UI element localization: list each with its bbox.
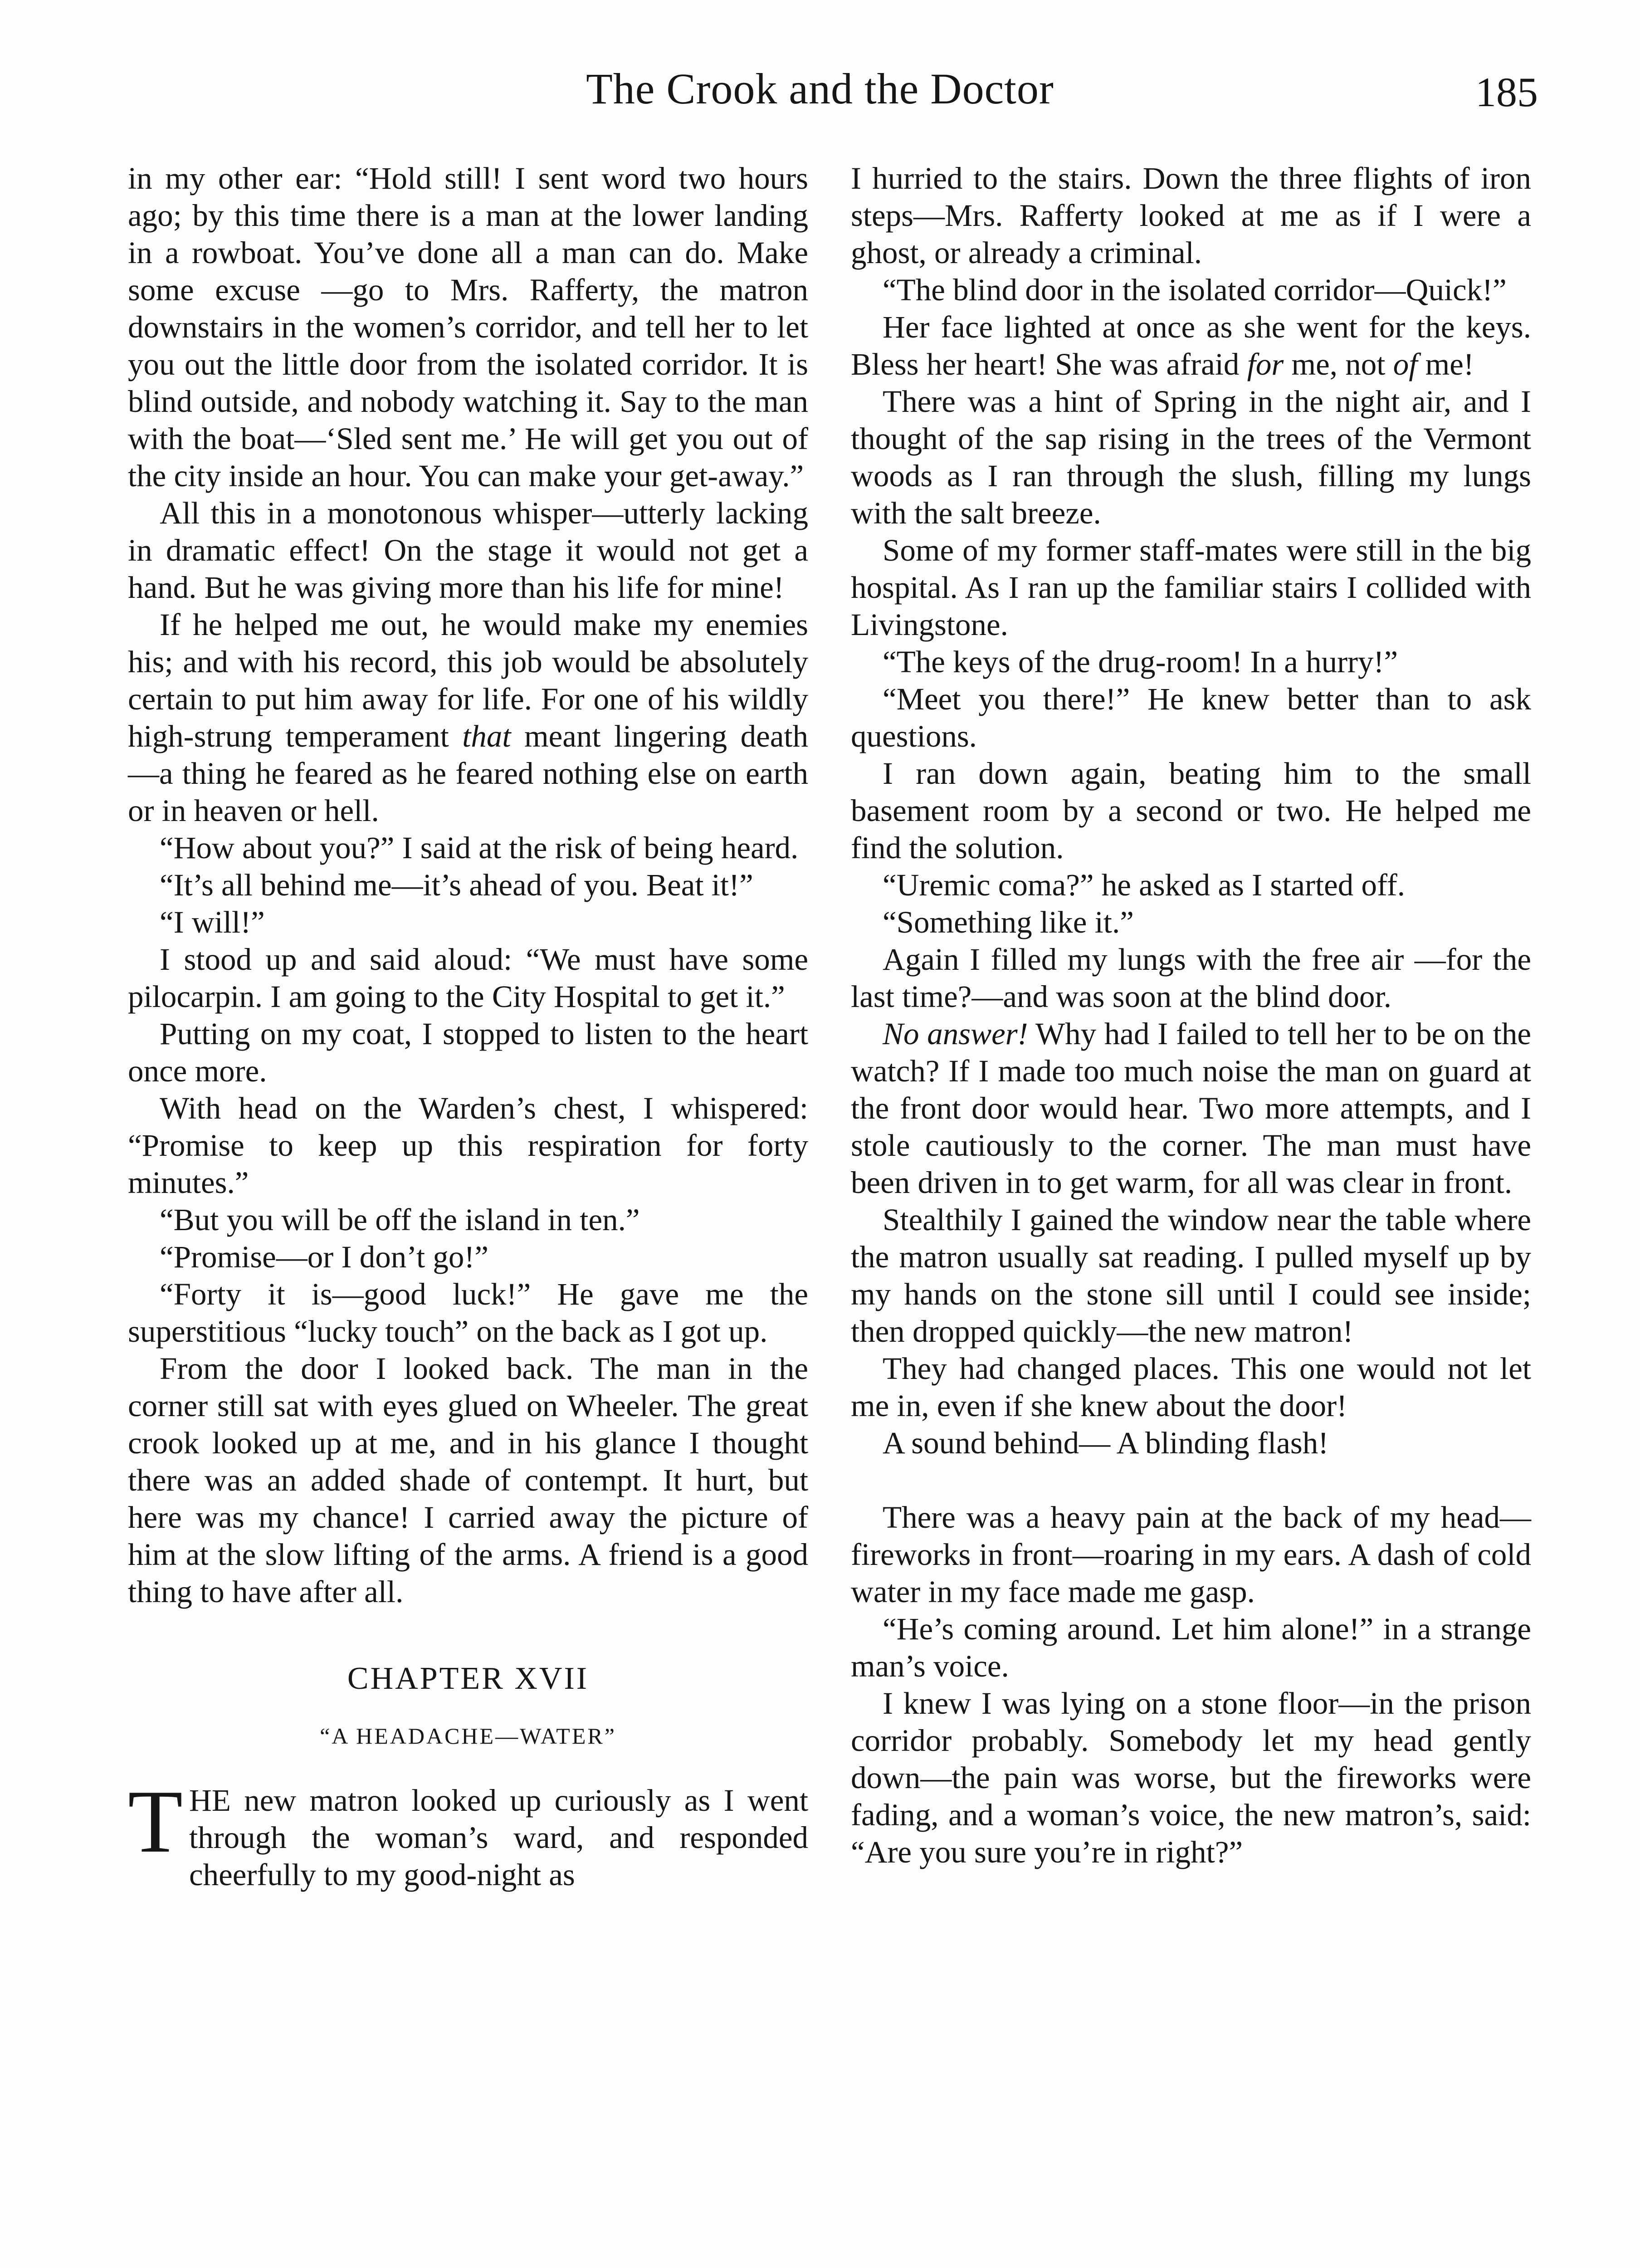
paragraph-text: me!	[1417, 347, 1474, 381]
paragraph	[851, 1015, 1531, 1201]
paragraph: “I will!”	[160, 905, 265, 939]
emphasis: for	[1247, 347, 1284, 381]
left-column	[128, 160, 808, 1893]
chapter-heading: CHAPTER XVII	[347, 1661, 589, 1696]
paragraph: Again I filled my lungs with the free air —for the last time?—and was soon at the blind door.	[851, 942, 1531, 1014]
paragraph: There was a heavy pain at the back of my head—fireworks in front—roaring in my ears. A dash of cold water in my face made me gasp.	[851, 1500, 1531, 1609]
paragraph: “It’s all behind me—it’s ahead of you. Beat it!”	[160, 868, 753, 902]
chapter-subtitle: “A HEADACHE—WATER”	[320, 1723, 616, 1749]
right-column	[851, 160, 1531, 1871]
chapter-opening-paragraph	[128, 1772, 808, 1893]
drop-cap: T	[128, 1772, 183, 1871]
paragraph: “The keys of the drug-room! In a hurry!”	[883, 645, 1398, 679]
paragraph: “Forty it is—good luck!” He gave me the superstitious “lucky touch” on the back as I got up.	[128, 1277, 808, 1349]
paragraph: “He’s coming around. Let him alone!” in a strange man’s voice.	[851, 1612, 1531, 1683]
paragraph: “Promise—or I don’t go!”	[160, 1240, 489, 1274]
paragraph: They had changed places. This one would not let me in, even if she knew about the door!	[851, 1351, 1531, 1423]
emphasis: that	[462, 719, 511, 753]
paragraph: in my other ear: “Hold still! I sent word two hours ago; by this time there is a man at the lower landing in a rowboat. You’ve done all a man can do. Make some excuse —go to Mrs. Rafferty, the matron downstairs in the women’s corridor, and tell her to let you out the little door from the isolated corridor. It is blind outside, and nobody watching it. Say to the man with the boat—‘Sled sent me.’ He will get you out of the city inside an hour. You can make your get-away.”	[128, 161, 808, 493]
paragraph-text: If he helped me out, he would make my enemies his; and with his record, this job would be absolutely certain to put him away for life. For one of his wildly high-strung temperament	[128, 607, 808, 753]
paragraph: “The blind door in the isolated corridor—Quick!”	[883, 273, 1507, 307]
paragraph: I ran down again, beating him to the small basement room by a second or two. He helped me find the solution.	[851, 756, 1531, 865]
paragraph: I knew I was lying on a stone floor—in the prison corridor probably. Somebody let my head gently down—the pain was worse, but the fireworks were fading, and a woman’s voice, the new matron’s, said: “Are you sure you’re in right?”	[851, 1686, 1531, 1869]
paragraph: “Uremic coma?” he asked as I started off.	[883, 868, 1406, 902]
running-title: The Crook and the Doctor	[586, 64, 1054, 113]
paragraph-text: Why had I failed to tell her to be on the watch? If I made too much noise the man on guard at the front door would hear. Two more attempts, and I stole cautiously to the corner. The man must have been driven in to get warm, for all was clear in front.	[851, 1017, 1531, 1200]
emphasis: of	[1393, 347, 1418, 381]
paragraph: With head on the Warden’s chest, I whispered: “Promise to keep up this respiration for forty minutes.”	[128, 1091, 808, 1200]
paragraph-text: HE new matron looked up curiously as I went through the woman’s ward, and responded cheerfully to my good-night as	[189, 1783, 808, 1892]
paragraph: Putting on my coat, I stopped to listen to the heart once more.	[128, 1017, 808, 1088]
page-number: 185	[1475, 69, 1538, 115]
paragraph: There was a hint of Spring in the night air, and I thought of the sap rising in the trees of the Vermont woods as I ran through the slush, filling my lungs with the salt breeze.	[851, 384, 1531, 530]
paragraph: “Meet you there!” He knew better than to ask questions.	[851, 682, 1531, 753]
paragraph	[851, 308, 1531, 383]
paragraph: “Something like it.”	[883, 905, 1134, 939]
paragraph: I hurried to the stairs. Down the three flights of iron steps—Mrs. Rafferty looked at me as if I were a ghost, or already a criminal.	[851, 161, 1531, 270]
paragraph: Some of my former staff-mates were still in the big hospital. As I ran up the familiar stairs I collided with Livingstone.	[851, 533, 1531, 642]
paragraph: “How about you?” I said at the risk of being heard.	[160, 831, 799, 865]
paragraph	[128, 606, 808, 829]
paragraph-text: me, not	[1284, 347, 1393, 381]
paragraph-text: Her face lighted at once as she went for the keys. Bless her heart! She was afraid	[851, 310, 1531, 381]
paragraph: From the door I looked back. The man in the corner still sat with eyes glued on Wheeler. The great crook looked up at me, and in his glance I thought there was an added shade of contempt. It hurt, but here was my chance! I carried away the picture of him at the slow lifting of the arms. A friend is a good thing to have after all.	[128, 1351, 808, 1609]
paragraph: I stood up and said aloud: “We must have some pilocarpin. I am going to the City Hospital to get it.”	[128, 942, 808, 1014]
paragraph: Stealthily I gained the window near the table where the matron usually sat reading. I pulled myself up by my hands on the stone sill until I could see inside; then dropped quickly—the new matron!	[851, 1202, 1531, 1349]
paragraph-text: meant lingering death—a thing he feared as he feared nothing else on earth or in heaven or hell.	[128, 719, 808, 828]
paragraph: All this in a monotonous whisper—utterly lacking in dramatic effect! On the stage it would not get a hand. But he was giving more than his life for mine!	[128, 496, 808, 605]
emphasis: No answer!	[883, 1017, 1028, 1051]
paragraph: “But you will be off the island in ten.”	[160, 1202, 640, 1237]
paragraph: A sound behind— A blinding flash!	[883, 1426, 1329, 1460]
